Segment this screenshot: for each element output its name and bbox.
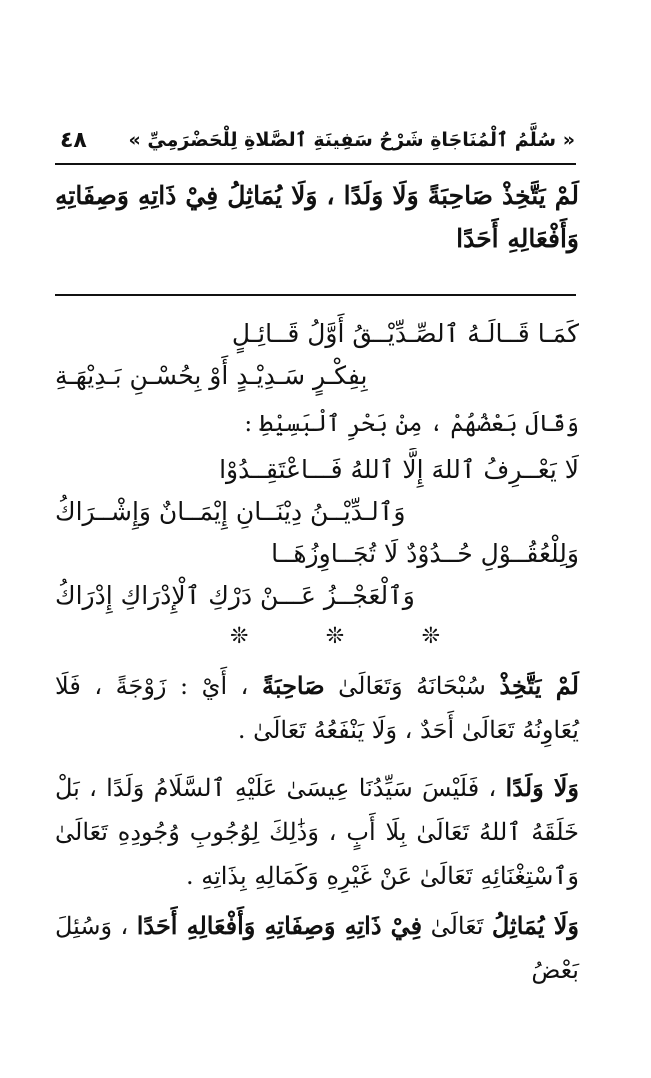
poem2-line4: وَٱلْعَجْــزُ عَـــنْ دَرْكِ ٱلْإِدْرَاكِ إِدْرَاكُ xyxy=(55,581,415,610)
poem1-line2: بِفِكْـرٍ سَـدِيْـدٍ أَوْ بِحُسْـنِ بَـدِيْهَـةِ xyxy=(55,361,368,390)
commentary-paragraph-1 xyxy=(55,664,579,752)
commentary-text: ، فَلَيْسَ سَيِّدُنَا عِيسَىٰ عَلَيْهِ ٱلسَّلَامُ وَلَدًا ، بَلْ خَلَقَهُ ٱللهُ تَعَالَىٰ بِلَا أَبٍ ، وَذَٰلِكَ لِوُجُوبِ وُجُودِهِ تَعَالَىٰ وَٱسْتِغْنَائِهِ تَعَالَىٰ عَنْ غَيْرِهِ وَكَمَالِهِ بِذَاتِهِ . xyxy=(55,774,580,890)
matn-text: لَمْ يَتَّخِذْ صَاحِبَةً وَلَا وَلَدًا ، وَلَا يُمَاثِلُ فِيْ ذَاتِهِ وَصِفَاتِهِ وَأَفْعَالِهِ أَحَدًا xyxy=(55,181,579,253)
running-title: « سُلَّمُ ٱلْمُنَاجَاةِ شَرْحُ سَفِينَةِ ٱلصَّلاةِ لِلْحَضْرَمِيِّ » xyxy=(128,129,575,151)
separator-star: ❊ xyxy=(230,624,249,649)
poem2-line1: لَا يَعْــرِفُ ٱللهَ إِلَّا ٱللهُ فَـــاعْتَقِــدُوْا xyxy=(219,455,579,484)
matn-rule xyxy=(55,294,576,296)
matn-quote: وَلَا يُمَاثِلُ xyxy=(491,911,580,940)
poem2-intro: وَقَالَ بَعْضُهُمْ ، مِنْ بَحْرِ ٱلْبَسِيْطِ : xyxy=(244,411,579,437)
matn-quote: وَلَا وَلَدًا xyxy=(505,773,579,802)
separator-star: ❊ xyxy=(421,624,440,649)
commentary-paragraph-2 xyxy=(55,766,579,898)
section-separator xyxy=(230,624,440,649)
poem2-line2: وَٱلـدِّيْــنُ دِيْنَــانِ إِيْمَــانٌ وَإِشْــرَاكُ xyxy=(55,497,406,526)
poem2-line3: وَلِلْعُقُــوْلِ حُــدُوْدٌ لَا تُجَــاوِزُهَــا xyxy=(271,539,579,568)
header-rule xyxy=(55,163,576,165)
commentary-text: ، أَيْ : زَوْجَةً ، فَلَا يُعَاوِنُهُ تَعَالَىٰ أَحَدٌ ، وَلَا يَنْفَعُهُ تَعَالَىٰ . xyxy=(55,672,579,744)
matn-quote: صَاحِبَةً xyxy=(261,671,325,700)
matn-quote: لَمْ يَتَّخِذْ xyxy=(499,671,579,700)
page-header xyxy=(60,120,575,160)
poem1-line1: كَمَـا قَــالَـهُ ٱلصِّـدِّيْــقُ أَوَّلُ قَــائِـلٍ xyxy=(231,319,579,348)
matn-quote: فِيْ ذَاتِهِ وَصِفَاتِهِ وَأَفْعَالِهِ أَحَدًا xyxy=(136,911,423,940)
page-number: ٤٨ xyxy=(60,127,87,153)
commentary-paragraph-3 xyxy=(55,904,579,992)
separator-star: ❊ xyxy=(325,624,345,649)
commentary-text: ، وَسُئِلَ بَعْضُ xyxy=(55,912,579,984)
commentary-text: تَعَالَىٰ xyxy=(422,912,492,940)
commentary-text: سُبْحَانَهُ وَتَعَالَىٰ xyxy=(324,672,500,700)
